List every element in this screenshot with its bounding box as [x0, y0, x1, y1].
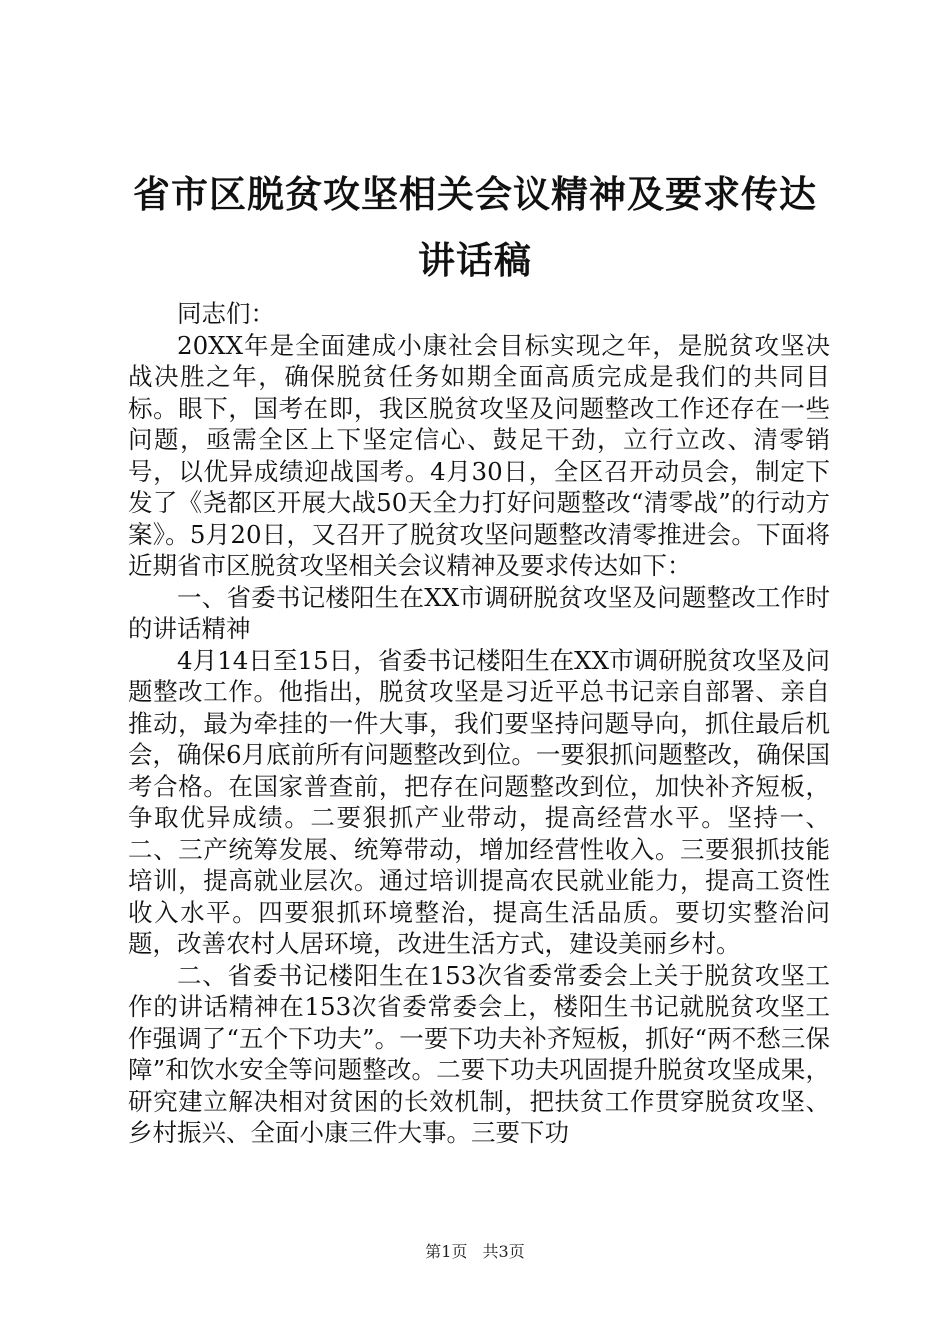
- paragraph-section-1: 4月14日至15日，省委书记楼阳生在XX市调研脱贫攻坚及问题整改工作。他指出，脱贫攻坚是习近平总书记亲自部署、亲自推动，最为牵挂的一件大事，我们要坚持问题导向，抓住最后机会，确保6月底前所有问题整改到位。一要狠抓问题整改，确保国考合格。在国家普查前，把存在问题整改到位，加快补齐短板，争取优异成绩。二要狠抓产业带动，提高经营水平。坚持一、二、三产统筹发展、统筹带动，增加经营性收入。三要狠抓技能培训，提高就业层次。通过培训提高农民就业能力，提高工资性收入水平。四要狠抓环境整治，提高生活品质。要切实整治问题，改善农村人居环境，改进生活方式，建设美丽乡村。: [128, 645, 830, 958]
- section-heading-1: 一、省委书记楼阳生在XX市调研脱贫攻坚及问题整改工作时的讲话精神: [128, 582, 830, 643]
- page-number-total: 共3页: [482, 1242, 525, 1261]
- document-title: 省市区脱贫攻坚相关会议精神及要求传达讲话稿: [133, 173, 817, 282]
- page-footer: [0, 1242, 950, 1262]
- paragraph-intro: 20XX年是全面建成小康社会目标实现之年，是脱贫攻坚决战决胜之年，确保脱贫任务如期全面高质完成是我们的共同目标。眼下，国考在即，我区脱贫攻坚及问题整改工作还存在一些问题，亟需全区上下坚定信心、鼓足干劲，立行立改、清零销号，以优异成绩迎战国考。4月30日，全区召开动员会，制定下发了《尧都区开展大战50天全力打好问题整改“清零战”的行动方案》。5月20日，又召开了脱贫攻坚问题整改清零推进会。下面将近期省市区脱贫攻坚相关会议精神及要求传达如下：: [128, 330, 830, 580]
- salutation: 同志们：: [177, 299, 275, 328]
- section-heading-2: 二、省委书记楼阳生在153次省委常委会上关于脱贫攻坚工作的讲话精神在153次省委常委会上，楼阳生书记就脱贫攻坚工作强调了“五个下功夫”。一要下功夫补齐短板，抓好“两不愁三保障”和饮水安全等问题整改。二要下功夫巩固提升脱贫攻坚成果，研究建立解决相对贫困的长效机制，把扶贫工作贯穿脱贫攻坚、乡村振兴、全面小康三件大事。三要下功: [128, 960, 830, 1147]
- document-body: [128, 298, 830, 1149]
- page-number-current: 第1页: [425, 1242, 468, 1261]
